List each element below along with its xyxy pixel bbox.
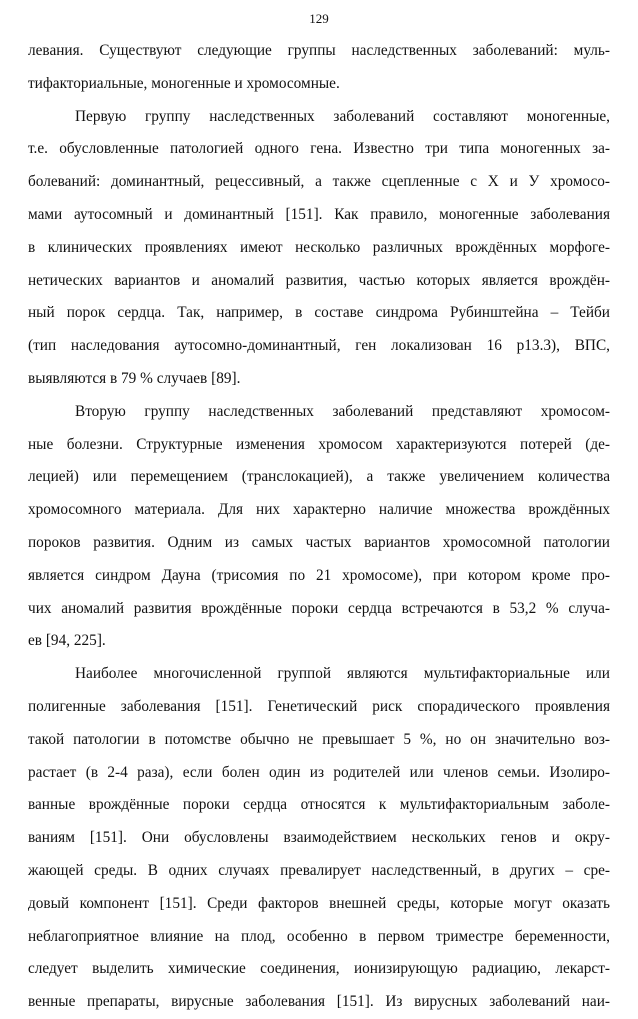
text-line: венные препараты, вирусные заболевания [151]. Из вирусных заболеваний наи-: [28, 993, 610, 1011]
text-line: Вторую группу наследственных заболеваний представляют хромосом-: [75, 402, 610, 420]
text-line: пороков развития. Одним из самых частых вариантов хромосомной патологии: [28, 533, 610, 551]
paragraph: [28, 658, 610, 1019]
text-line: лецией) или перемещением (транслокацией), а также увеличением количества: [28, 468, 610, 486]
text-line: т.е. обусловленные патологией одного гена. Известно три типа моногенных за-: [28, 140, 610, 158]
text-line: ванные врождённые пороки сердца относятся к мультифакториальным заболе-: [28, 796, 610, 814]
text-line: болеваний: доминантный, рецессивный, а также сцепленные с X и У хромосо-: [28, 173, 610, 191]
text-line: нетических вариантов и аномалий развития, частью которых является врождён-: [28, 271, 610, 289]
text-line: такой патологии в потомстве обычно не превышает 5 %, но он значительно воз-: [28, 730, 610, 748]
text-line: растает (в 2-4 раза), если болен один из родителей или членов семьи. Изолиро-: [28, 763, 610, 781]
text-line: (тип наследования аутосомно-доминантный, ген локализован 16 p13.3), ВПС,: [28, 337, 610, 355]
paragraph: [28, 396, 610, 658]
page-number: 129: [309, 11, 329, 26]
text-line: неблагоприятное влияние на плод, особенно в первом триместре беременности,: [28, 927, 610, 945]
text-line: ваниям [151]. Они обусловлены взаимодействием нескольких генов и окру-: [28, 829, 610, 847]
text-line: левания. Существуют следующие группы наследственных заболеваний: муль-: [28, 42, 610, 59]
text-line: довый компонент [151]. Среди факторов внешней среды, которые могут оказать: [28, 894, 610, 912]
text-line: Наиболее многочисленной группой являются мультифакториальные или: [75, 665, 610, 683]
body-text: [28, 35, 610, 1019]
paragraph: [28, 35, 610, 101]
text-line: является синдром Дауна (трисомия по 21 хромосоме), при котором кроме про-: [28, 566, 610, 584]
text-line: выявляются в 79 % случаев [89].: [28, 369, 241, 387]
text-line: чих аномалий развития врождённые пороки сердца встречаются в 53,2 % случа-: [28, 599, 610, 617]
text-line: ные болезни. Структурные изменения хромосом характеризуются потерей (де-: [28, 435, 610, 453]
text-line: ев [94, 225].: [28, 632, 106, 650]
text-line: в клинических проявлениях имеют несколько различных врождённых морфоге-: [28, 238, 610, 256]
text-line: тифакториальные, моногенные и хромосомные.: [28, 74, 340, 92]
text-line: следует выделить химические соединения, ионизирующую радиацию, лекарст-: [28, 960, 610, 978]
text-line: полигенные заболевания [151]. Генетический риск спорадического проявления: [28, 697, 610, 715]
text-line: ный порок сердца. Так, например, в составе синдрома Рубинштейна – Тейби: [28, 304, 610, 322]
text-line: жающей среды. В одних случаях превалирует наследственный, в других – сре-: [28, 861, 610, 879]
text-line: Первую группу наследственных заболеваний составляют моногенные,: [75, 107, 610, 125]
text-line: мами аутосомный и доминантный [151]. Как правило, моногенные заболевания: [28, 205, 610, 223]
text-line: хромосомного материала. Для них характерно наличие множества врождённых: [28, 501, 610, 519]
paragraph: [28, 101, 610, 396]
